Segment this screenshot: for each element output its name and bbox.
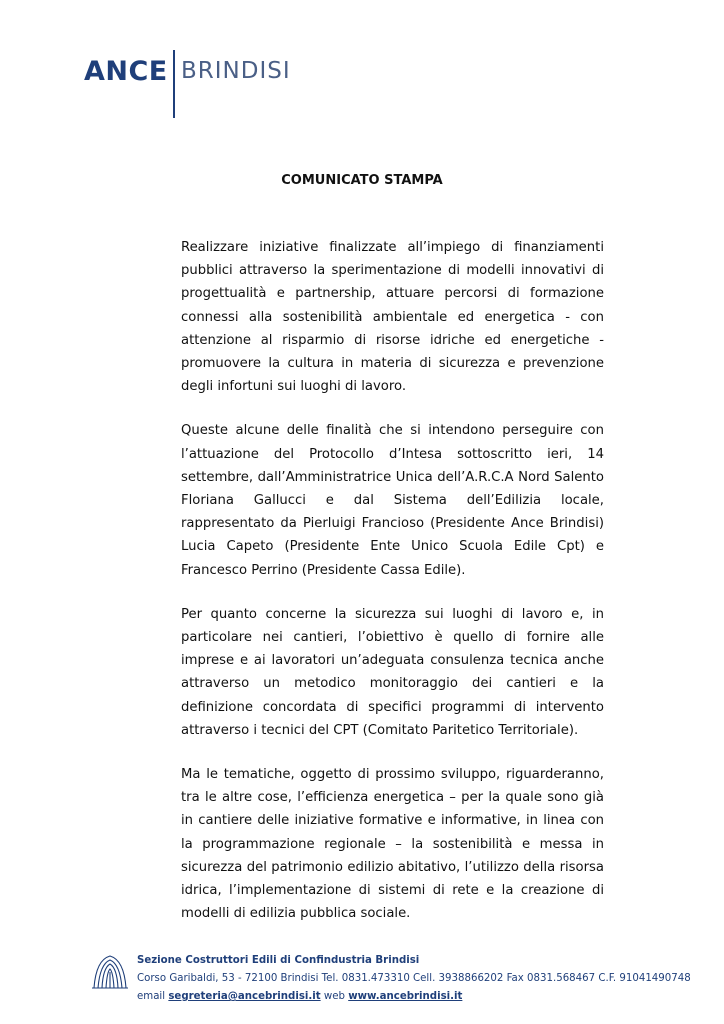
footer-web-label: web: [323, 991, 345, 1002]
paragraph-2: Queste alcune delle finalità che si intendono perseguire con l’attuazione del Protocollo d’Intesa sottoscritto ieri, 14 settembre, dall’Amministratrice Unica dell’A.R.C.A Nord Salento Floriana Gallucci e dal Sistema dell’Edilizia locale, rappresentato da Pierluigi Francioso (Presidente Ance Brindisi) Lucia Capeto (Presidente Ente Unico Scuola Edile Cpt) e Francesco Perrino (Presidente Cassa Edile).: [181, 423, 604, 578]
paragraph-3: Per quanto concerne la sicurezza sui luoghi di lavoro e, in particolare nei cantieri, l’obiettivo è quello di fornire alle imprese e ai lavoratori un’adeguata consulenza tecnica anche attraverso un metodico monitoraggio dei cantieri e la definizione concordata di specifici programmi di intervento attraverso i tecnici del CPT (Comitato Paritetico Territoriale).: [181, 606, 604, 738]
logo-city-text: BRINDISI: [181, 58, 291, 84]
footer-email-link[interactable]: segreteria@ancebrindisi.it: [168, 991, 321, 1002]
footer-email-label: email: [137, 991, 166, 1002]
footer-text: [137, 952, 691, 1006]
press-release-body: [181, 236, 604, 946]
logo-ance-text: ANCE: [84, 56, 168, 87]
ance-brindisi-logo: [84, 50, 304, 118]
paragraph-4: Ma le tematiche, oggetto di prossimo sviluppo, riguarderanno, tra le altre cose, l’efficienza energetica – per la quale sono già in cantiere delle iniziative formative e informative, in linea con la programmazione regionale – la sostenibilità e messa in sicurezza del patrimonio edilizio abitativo, l’utilizzo della risorsa idrica, l’implementazione di sistemi di rete e la creazione di modelli di edilizia pubblica sociale.: [181, 767, 604, 922]
footer-contacts: [137, 988, 691, 1006]
footer-web-link[interactable]: www.ancebrindisi.it: [348, 991, 463, 1002]
page-title: COMUNICATO STAMPA: [281, 173, 443, 188]
logo-divider: [173, 50, 175, 118]
footer: [90, 952, 691, 1007]
confindustria-logo-icon: [90, 952, 130, 992]
paragraph-1: Realizzare iniziative finalizzate all’impiego di finanziamenti pubblici attraverso la sperimentazione di modelli innovativi di progettualità e partnership, attuare percorsi di formazione connessi alla sostenibilità ambientale ed energetica - con attenzione al risparmio di risorse idriche ed energetiche - promuovere la cultura in materia di sicurezza e prevenzione degli infortuni sui luoghi di lavoro.: [181, 240, 604, 395]
footer-org: Sezione Costruttori Edili di Confindustria Brindisi: [137, 955, 420, 966]
footer-address: Corso Garibaldi, 53 - 72100 Brindisi Tel. 0831.473310 Cell. 3938866202 Fax 0831.568467 C.F. 91041490748: [137, 973, 691, 984]
